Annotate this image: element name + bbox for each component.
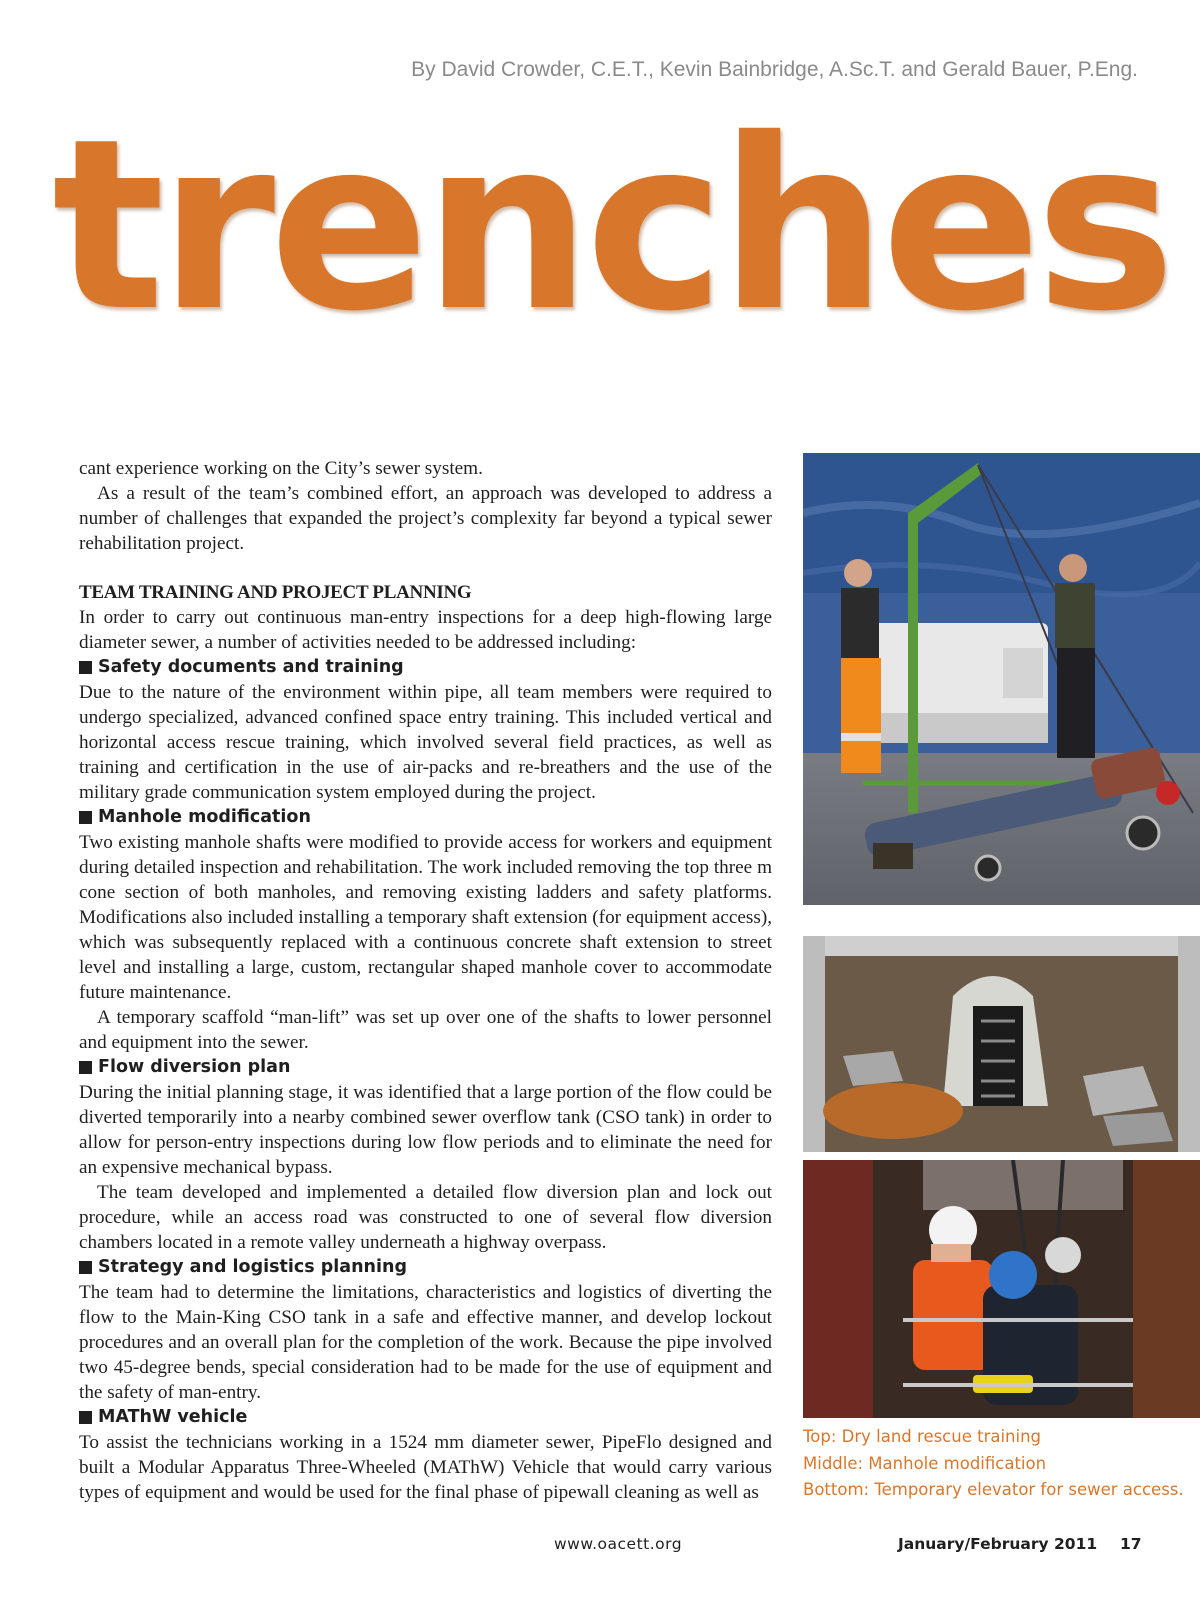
paragraph: During the initial planning stage, it was identified that a large portion of the flow could be diverted temporarily into a nearby combined sewer overflow tank (CSO tank) in order to allow for person-entry inspections during low flow periods and to eliminate the need for an expensive mechanical bypass. — [79, 1082, 772, 1178]
subheading — [79, 1405, 772, 1430]
caption-bottom: Bottom: Temporary elevator for sewer access. — [803, 1480, 1184, 1499]
section-heading: TEAM TRAINING AND PROJECT PLANNING — [79, 582, 472, 603]
square-bullet-icon — [79, 1261, 92, 1274]
page-number: 17 — [1120, 1535, 1142, 1553]
subheading-label: Strategy and logistics planning — [98, 1257, 408, 1277]
paragraph: A temporary scaffold “man-lift” was set up over one of the shafts to lower personnel and equipment into the sewer. — [79, 1007, 772, 1053]
manhole-illustration — [803, 936, 1200, 1152]
elevator-illustration — [803, 1160, 1200, 1418]
article-body — [79, 456, 772, 1505]
rescue-training-illustration — [803, 453, 1200, 905]
subheading-label: MAThW vehicle — [98, 1407, 248, 1427]
subheading — [79, 805, 772, 830]
square-bullet-icon — [79, 661, 92, 674]
subheading-label: Flow diversion plan — [98, 1057, 291, 1077]
square-bullet-icon — [79, 811, 92, 824]
paragraph: Two existing manhole shafts were modified to provide access for workers and equipment during detailed inspection and rehabilitation. The work included removing the top three m cone section of both manholes, and removing existing ladders and safety platforms. Modifications also included installing a temporary shaft extension (for equipment access), which was subsequently replaced with a continuous concrete shaft extension to street level and installing a large, custom, rectangular shaped manhole cover to accommodate future maintenance. — [79, 832, 772, 1003]
paragraph: In order to carry out continuous man-entry inspections for a deep high-flowing large diameter sewer, a number of activities needed to be addressed including: — [79, 607, 772, 653]
photo-temporary-elevator — [803, 1160, 1200, 1418]
subheading — [79, 655, 772, 680]
byline: By David Crowder, C.E.T., Kevin Bainbridge, A.Sc.T. and Gerald Bauer, P.Eng. — [411, 58, 1138, 81]
photo-captions — [803, 1424, 1193, 1504]
square-bullet-icon — [79, 1061, 92, 1074]
spacer — [79, 556, 772, 580]
photo-rescue-training — [803, 453, 1200, 905]
subheading — [79, 1255, 772, 1280]
footer-issue-date: January/February 2011 — [898, 1535, 1098, 1553]
caption-top: Top: Dry land rescue training — [803, 1427, 1042, 1446]
paragraph: cant experience working on the City’s sewer system. — [79, 458, 483, 479]
subheading-label: Manhole modification — [98, 807, 311, 827]
caption-middle: Middle: Manhole modification — [803, 1453, 1047, 1473]
paragraph: To assist the technicians working in a 1524 mm diameter sewer, PipeFlo designed and built a Modular Apparatus Three-Wheeled (MAThW) Vehicle that would carry various types of equipment and would be used for the final phase of pipewall cleaning as well as — [79, 1432, 772, 1503]
paragraph: The team had to determine the limitations, characteristics and logistics of diverting the flow to the Main-King CSO tank in a safe and effective manner, and develop lockout procedures and an overall plan for the completion of the work. Because the pipe involved two 45-degree bends, special consideration had to be made for the use of equipment and the safety of man-entry. — [79, 1282, 772, 1403]
square-bullet-icon — [79, 1411, 92, 1424]
paragraph: Due to the nature of the environment within pipe, all team members were required to undergo specialized, advanced confined space entry training. This included vertical and horizontal access rescue training, which involved several field practices, as well as training and certification in the use of air-packs and re-breathers and the use of the military grade communication system employed during the project. — [79, 682, 772, 803]
subheading-label: Safety documents and training — [98, 657, 404, 677]
photo-manhole-modification — [803, 936, 1200, 1152]
subheading — [79, 1055, 772, 1080]
paragraph: As a result of the team’s combined effort, an approach was developed to address a number of challenges that expanded the project’s complexity far beyond a typical sewer rehabilitation project. — [79, 483, 772, 554]
headline: trenches — [52, 88, 1170, 363]
paragraph: The team developed and implemented a detailed flow diversion plan and lock out procedure, while an access road was constructed to one of several flow diversion chambers located in a remote valley underneath a highway overpass. — [79, 1182, 772, 1253]
footer-url[interactable]: www.oacett.org — [554, 1535, 683, 1553]
